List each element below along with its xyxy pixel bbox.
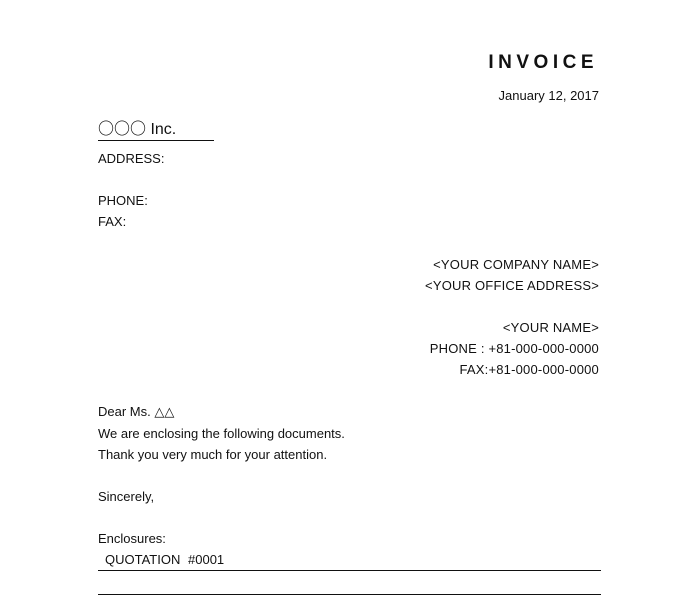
document-title: INVOICE (488, 52, 598, 73)
sender-phone: PHONE : +81-000-000-0000 (429, 341, 599, 356)
sender-office-address: <YOUR OFFICE ADDRESS> (425, 278, 599, 293)
letter-line-1: We are enclosing the following documents. (98, 426, 345, 441)
salutation: Dear Ms. △△ (98, 404, 175, 419)
enclosure-row (98, 550, 601, 571)
document-date: January 12, 2017 (498, 88, 599, 103)
letter-line-2: Thank you very much for your attention. (98, 447, 328, 462)
sender-name: <YOUR NAME> (502, 320, 599, 335)
recipient-company: 〇〇〇 Inc. (98, 116, 214, 141)
closing: Sincerely, (98, 489, 155, 504)
enclosure-item-name: QUOTATION (105, 552, 181, 567)
divider-line (98, 594, 601, 595)
sender-company-name: <YOUR COMPANY NAME> (433, 257, 599, 272)
enclosure-item-number: #0001 (188, 552, 225, 567)
sender-fax: FAX:+81-000-000-0000 (459, 362, 599, 377)
recipient-phone-label: PHONE: (98, 193, 148, 208)
recipient-address-label: ADDRESS: (98, 151, 165, 166)
recipient-fax-label: FAX: (98, 214, 127, 229)
enclosures-label: Enclosures: (98, 531, 166, 546)
